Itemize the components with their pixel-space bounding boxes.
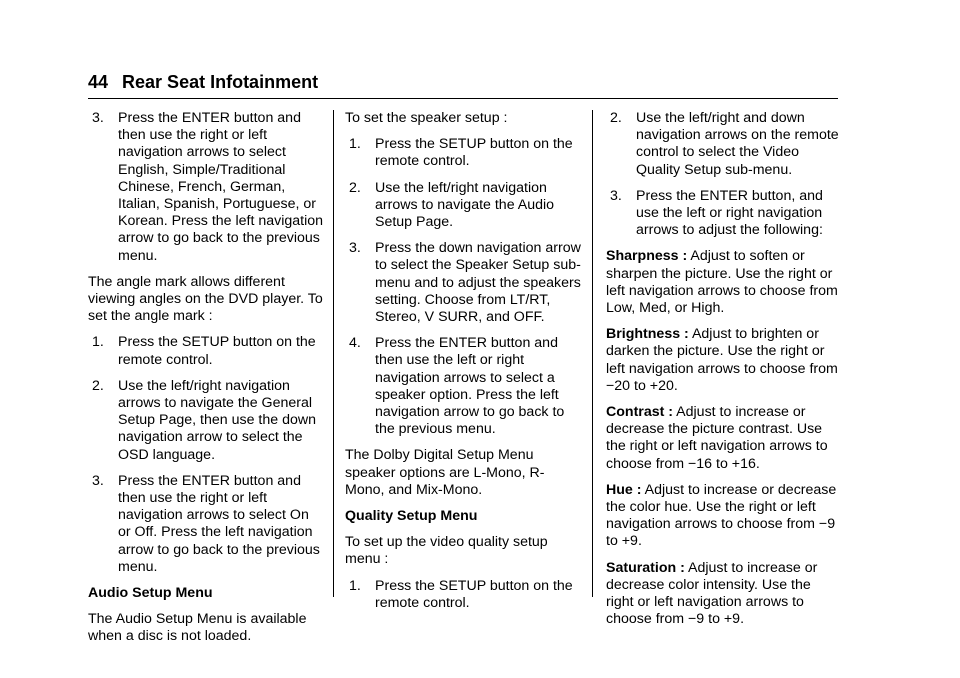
step-number: 4. [349, 335, 361, 352]
speaker-step-4 [345, 335, 583, 438]
angle-step-3 [88, 473, 324, 576]
header-rule [88, 98, 838, 99]
setting-term: Sharpness : [606, 248, 688, 265]
quality-intro: To set up the video quality setup menu : [345, 534, 548, 568]
setting-brightness [606, 326, 842, 395]
step-text: Press the ENTER button and then use the right or left navigation arrows to select On or Off. Press the left navigation arrow to go back to the previous menu. [118, 472, 320, 575]
speaker-step-3 [345, 240, 583, 326]
setting-hue [606, 482, 842, 551]
step-number: 3. [349, 240, 361, 257]
step-text: Use the left/right navigation arrows to navigate the General Setup Page, then use the down navigation arrow to select the OSD language. [118, 377, 316, 463]
setting-sharpness [606, 248, 842, 317]
setting-term: Brightness : [606, 326, 689, 343]
step-number: 3. [610, 187, 622, 204]
dolby-text: The Dolby Digital Setup Menu speaker options are L-Mono, R-Mono, and Mix-Mono. [345, 447, 545, 498]
column-divider-left [333, 110, 334, 597]
speaker-step-1 [345, 136, 583, 170]
setting-description: Adjust to soften or sharpen the picture. Use the right or left navigation arrows to choose from Low, Med, or High. [606, 248, 838, 317]
step-text: Press the SETUP button on the remote control. [375, 577, 573, 611]
column-divider-right [592, 110, 593, 597]
angle-intro: The angle mark allows different viewing angles on the DVD player. To set the angle mark : [88, 273, 323, 325]
setting-description: Adjust to increase or decrease the picture contrast. Use the right or left navigation arrows to choose from −16 to +16. [606, 404, 828, 472]
step-number: 3. [92, 472, 104, 489]
step-text: Press the ENTER button and then use the right or left navigation arrows to select English, Simple/Traditional Chinese, French, German, Italian, Spanish, Portuguese, or Korean. Press the left navigation arrow to go back to the previous menu. [118, 110, 324, 264]
setting-description: Adjust to increase or decrease color intensity. Use the right or left navigation arrows to choose from −9 to +9. [606, 559, 818, 628]
language-step-3 [88, 110, 324, 265]
speaker-step-2 [345, 180, 583, 232]
page-number: 44 [88, 72, 109, 92]
step-number: 2. [610, 110, 622, 126]
speaker-intro: To set the speaker setup : [345, 110, 508, 126]
step-number: 1. [92, 334, 104, 351]
column-middle [345, 110, 583, 621]
quality-step-2 [606, 110, 842, 179]
setting-term: Contrast : [606, 404, 673, 421]
step-number: 2. [349, 179, 361, 196]
step-text: Use the left/right navigation arrows to navigate the Audio Setup Page. [375, 179, 555, 231]
step-text: Press the down navigation arrow to select the Speaker Setup sub-menu and to adjust the speakers setting. Choose from LT/RT, Stereo, V SURR, and OFF. [375, 240, 581, 326]
setting-description: Adjust to increase or decrease the color hue. Use the right or left navigation arrows to choose from −9 to +9. [606, 481, 837, 550]
angle-step-2 [88, 378, 324, 464]
setting-term: Hue : [606, 481, 642, 498]
setting-term: Saturation : [606, 559, 685, 576]
audio-setup-text: The Audio Setup Menu is available when a disc is not loaded. [88, 611, 307, 645]
angle-step-1 [88, 334, 324, 368]
step-text: Press the ENTER button and then use the left or right navigation arrows to select a speaker option. Press the left navigation arrow to go back to the previous menu. [375, 335, 565, 438]
column-left [88, 110, 324, 655]
setting-description: Adjust to brighten or darken the picture. Use the right or left navigation arrows to choose from −20 to +20. [606, 326, 838, 394]
page-header [88, 70, 838, 94]
page-title: Rear Seat Infotainment [122, 72, 319, 92]
step-number: 3. [92, 110, 104, 126]
step-text: Use the left/right and down navigation arrows on the remote control to select the Video Quality Setup sub-menu. [636, 110, 839, 178]
setting-contrast [606, 404, 842, 473]
quality-setup-heading: Quality Setup Menu [345, 508, 478, 525]
step-text: Press the SETUP button on the remote control. [118, 334, 316, 368]
step-text: Press the SETUP button on the remote control. [375, 136, 573, 170]
step-text: Press the ENTER button, and use the left or right navigation arrows to adjust the following: [636, 187, 823, 239]
step-number: 2. [92, 377, 104, 394]
step-number: 1. [349, 577, 361, 594]
step-number: 1. [349, 136, 361, 153]
column-right [606, 110, 842, 637]
audio-setup-heading: Audio Setup Menu [88, 585, 213, 602]
quality-step-1 [345, 578, 583, 612]
quality-step-3 [606, 188, 842, 240]
setting-saturation [606, 560, 842, 629]
